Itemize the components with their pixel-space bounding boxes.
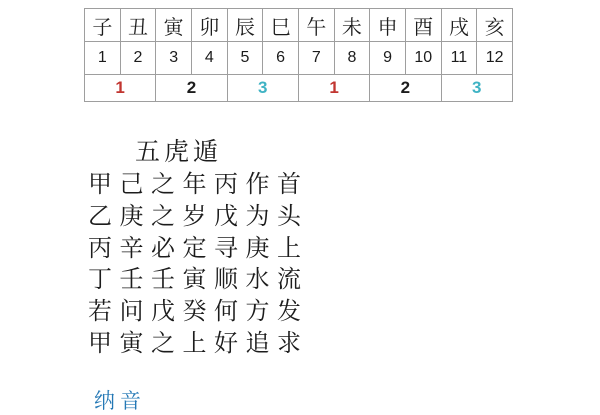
poem-block [88,137,309,360]
poem-line: 若问戊癸何方发 [88,297,309,326]
branch-cell: 辰 [227,9,263,42]
number-cell: 11 [441,42,477,75]
poem-line: 甲寅之上好追求 [88,328,309,357]
poem-line: 乙庚之岁戊为头 [88,201,309,230]
poem-line: 丁壬壬寅顺水流 [88,265,309,294]
group-row [85,75,513,102]
poem-line: 丙辛必定寻庚上 [88,233,309,262]
nayin-link[interactable]: 纳音 [94,389,146,413]
branch-cell: 寅 [156,9,192,42]
number-cell: 1 [85,42,121,75]
group-cell: 2 [156,75,227,102]
branch-cell: 酉 [405,9,441,42]
number-cell: 5 [227,42,263,75]
earthly-branch-table [84,8,513,102]
branch-cell: 戌 [441,9,477,42]
branch-cell: 子 [85,9,121,42]
branch-cell: 亥 [477,9,513,42]
poem-line: 甲己之年丙作首 [88,170,309,198]
group-cell: 3 [441,75,512,102]
number-cell: 6 [263,42,299,75]
number-cell: 4 [191,42,227,75]
branch-cell: 卯 [191,9,227,42]
number-cell: 12 [477,42,513,75]
number-row [85,42,513,75]
branch-cell: 申 [370,9,406,42]
group-cell: 1 [85,75,156,102]
group-cell: 1 [298,75,369,102]
group-cell: 3 [227,75,298,102]
number-cell: 7 [298,42,334,75]
branch-cell: 未 [334,9,370,42]
branch-cell: 巳 [263,9,299,42]
number-cell: 9 [370,42,406,75]
number-cell: 2 [120,42,156,75]
branch-row [85,9,513,42]
number-cell: 10 [405,42,441,75]
branch-cell: 午 [298,9,334,42]
branch-cell: 丑 [120,9,156,42]
poem-title: 五虎遁 [135,137,223,166]
group-cell: 2 [370,75,441,102]
number-cell: 8 [334,42,370,75]
number-cell: 3 [156,42,192,75]
